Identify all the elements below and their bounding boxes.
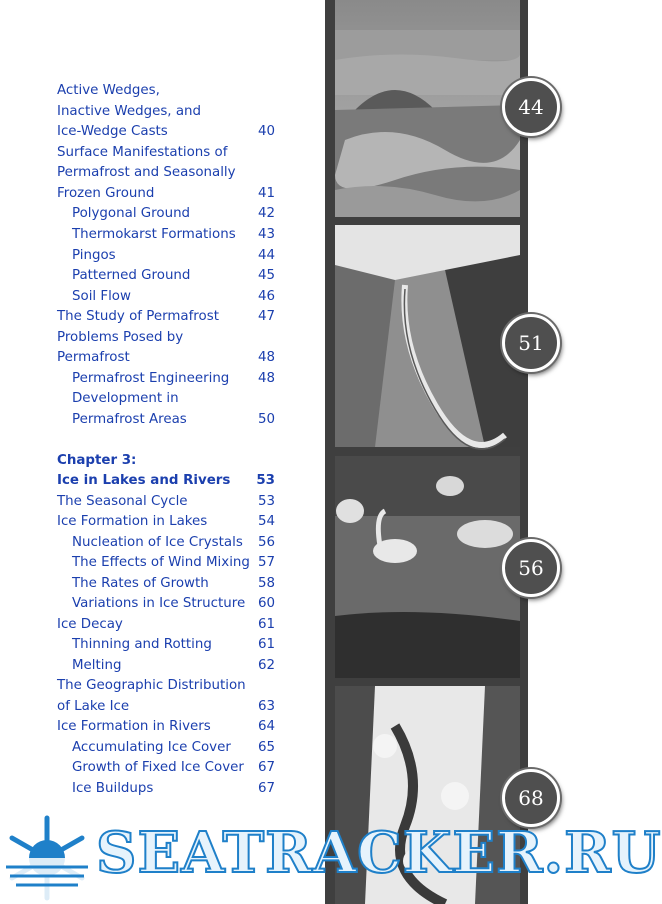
toc-subentry[interactable] bbox=[72, 389, 275, 409]
photo-strip bbox=[325, 0, 528, 904]
toc-entry-page: 48 bbox=[257, 371, 275, 386]
toc-subentry[interactable] bbox=[72, 266, 275, 286]
toc-entry-page: 62 bbox=[257, 658, 275, 673]
toc-entry[interactable] bbox=[57, 492, 275, 512]
watermark bbox=[0, 812, 662, 904]
chapter-heading[interactable] bbox=[57, 451, 275, 471]
toc-entry-page: 54 bbox=[257, 514, 275, 529]
toc-entry-page: 48 bbox=[257, 350, 275, 365]
toc-subentry[interactable] bbox=[72, 779, 275, 799]
toc-entry-title: The Geographic Distribution bbox=[57, 678, 246, 693]
toc-entry-title: Thinning and Rotting bbox=[72, 637, 212, 652]
toc-subentry[interactable] bbox=[72, 410, 275, 430]
toc-entry-page: 60 bbox=[257, 596, 275, 611]
toc-entry-title: Melting bbox=[72, 658, 122, 673]
toc-entry[interactable] bbox=[57, 307, 275, 327]
toc-entry-title: of Lake Ice bbox=[57, 699, 130, 714]
toc-entry-page: 53 bbox=[257, 494, 275, 509]
toc-entry[interactable] bbox=[57, 512, 275, 532]
toc-subentry[interactable] bbox=[72, 635, 275, 655]
toc-entry-page: 46 bbox=[257, 289, 275, 304]
pipeline-photo bbox=[335, 225, 520, 447]
toc-subentry[interactable] bbox=[72, 246, 275, 266]
toc-entry-page: 65 bbox=[257, 740, 275, 755]
toc-entry[interactable] bbox=[57, 184, 275, 204]
toc-entry-title: Nucleation of Ice Crystals bbox=[72, 535, 243, 550]
toc-entry-page: 57 bbox=[257, 555, 275, 570]
toc-entry-page: 45 bbox=[257, 268, 275, 283]
toc-entry-title: Development in bbox=[72, 391, 179, 406]
toc-entry-title: Growth of Fixed Ice Cover bbox=[72, 760, 244, 775]
toc-entry-page: 67 bbox=[257, 781, 275, 796]
toc-entry-title: Active Wedges, bbox=[57, 83, 160, 98]
toc-subentry[interactable] bbox=[72, 225, 275, 245]
toc-entry-title: The Effects of Wind Mixing bbox=[72, 555, 250, 570]
toc-entry[interactable] bbox=[57, 697, 275, 717]
toc-entry-page: 42 bbox=[257, 206, 275, 221]
toc-entry-title: Permafrost and Seasonally bbox=[57, 165, 236, 180]
toc-entry-page: 47 bbox=[257, 309, 275, 324]
toc-entry-title: Problems Posed by bbox=[57, 330, 184, 345]
toc-entry-title: Permafrost Engineering bbox=[72, 371, 230, 386]
toc-entry-page: 63 bbox=[257, 699, 275, 714]
toc-entry-title: Frozen Ground bbox=[57, 186, 155, 201]
table-of-contents bbox=[0, 0, 330, 904]
toc-entry-title: Soil Flow bbox=[72, 289, 131, 304]
toc-entry-page: 53 bbox=[256, 473, 275, 488]
toc-entry-page: 56 bbox=[257, 535, 275, 550]
toc-entry-title: Ice Formation in Rivers bbox=[57, 719, 211, 734]
toc-entry-page: 61 bbox=[257, 617, 275, 632]
toc-subentry[interactable] bbox=[72, 738, 275, 758]
snowflake-icon bbox=[0, 812, 95, 904]
toc-subentry[interactable] bbox=[72, 553, 275, 573]
toc-entry-page: 61 bbox=[257, 637, 275, 652]
toc-entry-page: 58 bbox=[257, 576, 275, 591]
page-badge: 51 bbox=[502, 314, 560, 372]
watermark-text: SEATRACKER.RU bbox=[96, 820, 662, 886]
toc-entry-title: Chapter 3: bbox=[57, 453, 137, 468]
toc-entry-page: 50 bbox=[257, 412, 275, 427]
toc-subentry[interactable] bbox=[72, 656, 275, 676]
toc-entry[interactable] bbox=[57, 143, 275, 163]
toc-entry[interactable] bbox=[57, 717, 275, 737]
toc-entry-title: Pingos bbox=[72, 248, 116, 263]
toc-subentry[interactable] bbox=[72, 533, 275, 553]
toc-entry-title: Permafrost bbox=[57, 350, 130, 365]
swans-photo bbox=[335, 456, 520, 678]
toc-entry-title: Ice Buildups bbox=[72, 781, 154, 796]
toc-entry[interactable] bbox=[57, 122, 275, 142]
toc-subentry[interactable] bbox=[72, 758, 275, 778]
toc-entry-title: Ice Formation in Lakes bbox=[57, 514, 208, 529]
page-badge: 68 bbox=[502, 769, 560, 827]
toc-entry-title: Ice in Lakes and Rivers bbox=[57, 473, 231, 488]
page-badge: 56 bbox=[502, 539, 560, 597]
toc-entry-page: 40 bbox=[257, 124, 275, 139]
toc-entry-page: 44 bbox=[257, 248, 275, 263]
toc-subentry[interactable] bbox=[72, 204, 275, 224]
toc-entry[interactable] bbox=[57, 163, 275, 183]
toc-subentry[interactable] bbox=[72, 369, 275, 389]
toc-entry-title: Variations in Ice Structure bbox=[72, 596, 246, 611]
toc-entry-title: The Study of Permafrost bbox=[57, 309, 219, 324]
toc-entry[interactable] bbox=[57, 328, 275, 348]
toc-entry-title: Surface Manifestations of bbox=[57, 145, 228, 160]
toc-entry-title: The Rates of Growth bbox=[72, 576, 209, 591]
toc-subentry[interactable] bbox=[72, 287, 275, 307]
toc-entry-title: Patterned Ground bbox=[72, 268, 191, 283]
toc-entry-title: Permafrost Areas bbox=[72, 412, 187, 427]
toc-entry-page: 64 bbox=[257, 719, 275, 734]
toc-entry-title: Accumulating Ice Cover bbox=[72, 740, 231, 755]
toc-entry[interactable] bbox=[57, 102, 275, 122]
toc-subentry[interactable] bbox=[72, 574, 275, 594]
toc-entry[interactable] bbox=[57, 348, 275, 368]
toc-entry[interactable] bbox=[57, 615, 275, 635]
toc-entry-title: Polygonal Ground bbox=[72, 206, 191, 221]
toc-entry-page: 43 bbox=[257, 227, 275, 242]
toc-entry-title: Thermokarst Formations bbox=[72, 227, 236, 242]
toc-entry-page: 41 bbox=[257, 186, 275, 201]
toc-entry-title: Inactive Wedges, and bbox=[57, 104, 202, 119]
pingo-photo bbox=[335, 0, 520, 217]
chapter-title[interactable] bbox=[57, 471, 275, 491]
toc-entry-title: The Seasonal Cycle bbox=[57, 494, 188, 509]
toc-entry-page: 67 bbox=[257, 760, 275, 775]
toc-entry[interactable] bbox=[57, 676, 275, 696]
toc-entry-title: Ice Decay bbox=[57, 617, 123, 632]
page-badge: 44 bbox=[502, 78, 560, 136]
toc-entry-title: Ice-Wedge Casts bbox=[57, 124, 168, 139]
toc-subentry[interactable] bbox=[72, 594, 275, 614]
toc-entry[interactable] bbox=[57, 81, 275, 101]
